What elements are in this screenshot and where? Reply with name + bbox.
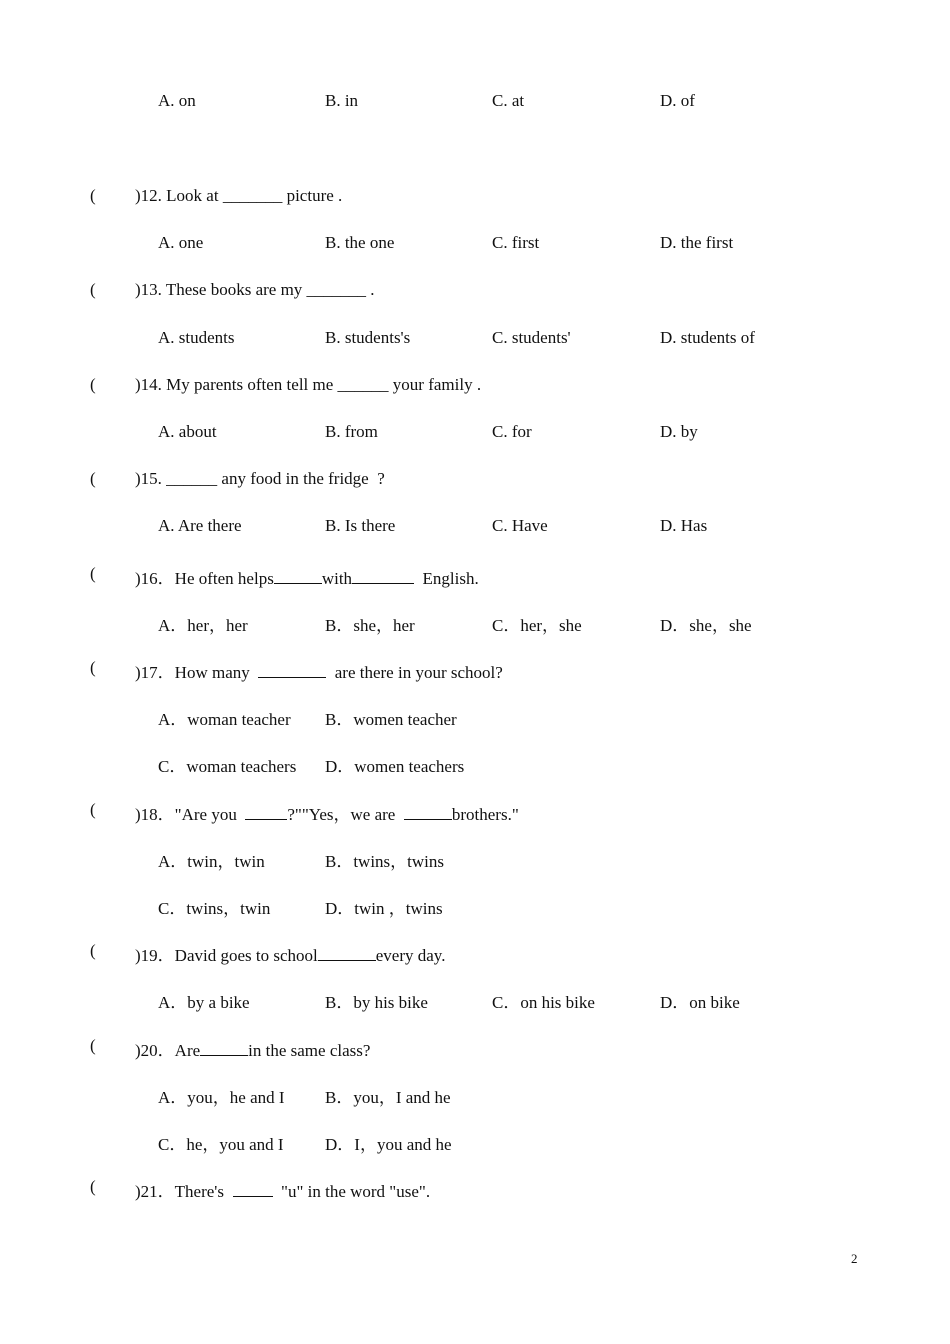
q19-option-c: C．on his bike (492, 993, 595, 1012)
q20-options-row1 (0, 1083, 950, 1107)
answer-blank (233, 1181, 273, 1197)
q17-text: )17．How many are there in your school? (135, 663, 503, 682)
q14-options (0, 422, 950, 446)
q15-option-a: A. Are there (158, 516, 242, 535)
q15-option-d: D. Has (660, 516, 708, 535)
q13-text: )13. These books are my _______ . (135, 280, 375, 299)
q16-question (0, 564, 950, 588)
q20-question (0, 1036, 950, 1060)
q11-options (0, 91, 950, 115)
q12-text: )12. Look at _______ picture . (135, 186, 343, 205)
q16-option-d: D．she，she (660, 616, 752, 635)
q18-option-c: C．twins，twin (158, 899, 271, 918)
q21-text: )21．There's "u" in the word "use". (135, 1182, 431, 1201)
q15-options (0, 516, 950, 540)
q20-options-row2 (0, 1130, 950, 1154)
answer-paren: ( (90, 564, 96, 583)
q14-text: )14. My parents often tell me ______ your family . (135, 375, 482, 394)
page-number: 2 (851, 1251, 858, 1266)
answer-paren: ( (90, 1177, 96, 1196)
q16-option-b: B．she，her (325, 616, 415, 635)
q17-option-a: A．woman teacher (158, 710, 291, 729)
q17-option-b: B．women teacher (325, 710, 457, 729)
q20-text: )20．Are in the same class? (135, 1041, 371, 1060)
q11-option-b: B. in (325, 91, 359, 110)
q15-question (0, 469, 950, 493)
q12-option-c: C. first (492, 233, 540, 252)
q18-question (0, 800, 950, 824)
q16-option-a: A．her，her (158, 616, 248, 635)
q19-question (0, 941, 950, 965)
answer-blank (258, 662, 326, 678)
q21-question (0, 1177, 950, 1201)
answer-paren: ( (90, 658, 96, 677)
q17-option-c: C．woman teachers (158, 757, 297, 776)
q13-option-d: D. students of (660, 328, 755, 347)
q12-options (0, 233, 950, 257)
q13-option-a: A. students (158, 328, 235, 347)
q15-option-b: B. Is there (325, 516, 396, 535)
q19-text: )19．David goes to school every day. (135, 946, 446, 965)
q18-option-a: A．twin，twin (158, 852, 265, 871)
q20-option-c: C．he，you and I (158, 1135, 284, 1154)
q13-option-c: C. students' (492, 328, 571, 347)
q20-option-a: A．you，he and I (158, 1088, 285, 1107)
q11-option-d: D. of (660, 91, 695, 110)
answer-paren: ( (90, 280, 96, 299)
q19-options (0, 988, 950, 1012)
q11-option-c: C. at (492, 91, 525, 110)
q12-option-b: B. the one (325, 233, 395, 252)
q14-option-b: B. from (325, 422, 378, 441)
q16-option-c: C．her，she (492, 616, 582, 635)
answer-paren: ( (90, 1036, 96, 1055)
q12-question (0, 186, 950, 210)
q14-option-d: D. by (660, 422, 698, 441)
q18-options-row2 (0, 894, 950, 918)
q11-option-a: A. on (158, 91, 196, 110)
answer-blank (352, 568, 414, 584)
q18-text: )18．"Are you ?""Yes，we are brothers." (135, 805, 519, 824)
q18-option-d: D．twin ，twins (325, 899, 443, 918)
q18-option-b: B．twins，twins (325, 852, 445, 871)
answer-paren: ( (90, 469, 96, 488)
q20-option-d: D．I，you and he (325, 1135, 452, 1154)
answer-paren: ( (90, 375, 96, 394)
q18-options-row1 (0, 847, 950, 871)
q17-question (0, 658, 950, 682)
q16-options (0, 611, 950, 635)
q12-option-d: D. the first (660, 233, 734, 252)
q13-question (0, 280, 950, 304)
q15-option-c: C. Have (492, 516, 548, 535)
answer-paren: ( (90, 186, 96, 205)
q19-option-b: B．by his bike (325, 993, 428, 1012)
answer-blank (274, 568, 322, 584)
q17-option-d: D．women teachers (325, 757, 465, 776)
q16-text: )16．He often helps with English. (135, 569, 479, 588)
q19-option-d: D．on bike (660, 993, 740, 1012)
answer-blank (200, 1040, 248, 1056)
q20-option-b: B．you，I and he (325, 1088, 451, 1107)
q13-option-b: B. students's (325, 328, 411, 347)
answer-paren: ( (90, 800, 96, 819)
q14-question (0, 375, 950, 399)
q14-option-c: C. for (492, 422, 532, 441)
answer-blank (318, 945, 376, 961)
q14-option-a: A. about (158, 422, 217, 441)
answer-blank (404, 804, 452, 820)
q15-text: )15. ______ any food in the fridge ? (135, 469, 385, 488)
q19-option-a: A．by a bike (158, 993, 250, 1012)
q17-options-row1 (0, 705, 950, 729)
q13-options (0, 328, 950, 352)
q12-option-a: A. one (158, 233, 204, 252)
answer-paren: ( (90, 941, 96, 960)
answer-blank (245, 804, 287, 820)
q17-options-row2 (0, 752, 950, 776)
